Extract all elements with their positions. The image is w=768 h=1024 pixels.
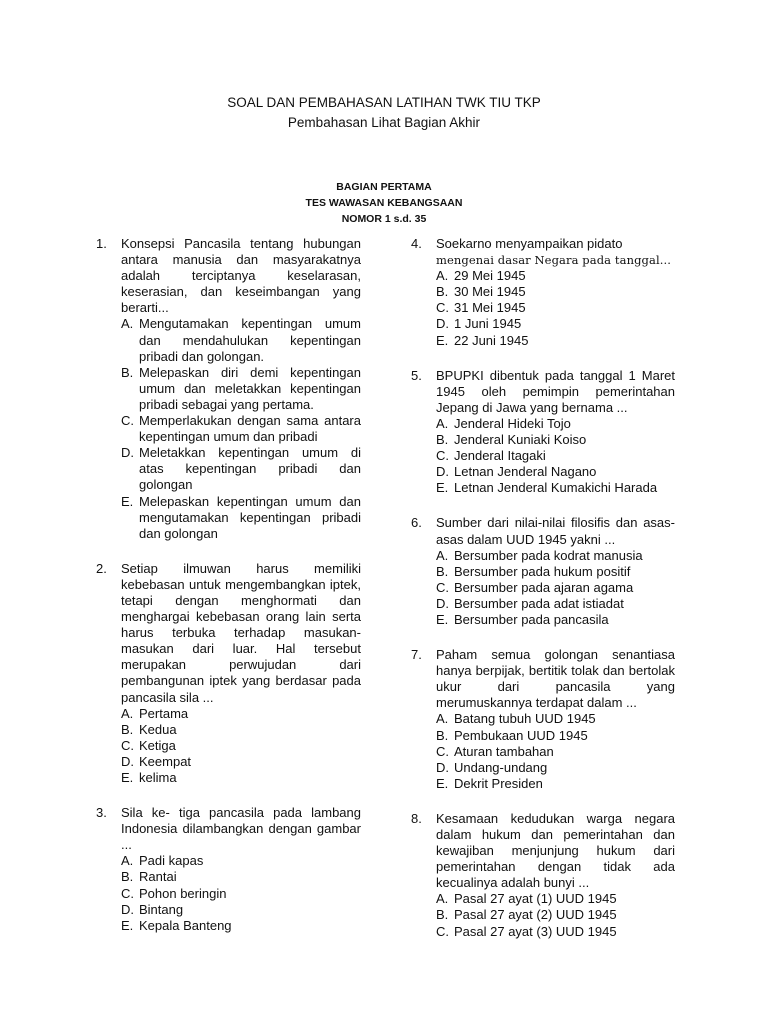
option-text: Mengutamakan kepentingan umum dan mendahulukan kepentingan pribadi dan golongan. [139,316,361,364]
option-text: Keempat [139,753,192,769]
option-text: Pasal 27 ayat (1) UUD 1945 [454,891,617,907]
option-text: Rantai [139,869,177,885]
option-text: Pasal 27 ayat (2) UUD 1945 [454,907,617,923]
option-letter: B. [121,869,134,885]
option-letter: D. [436,464,449,480]
option-text: kelima [139,770,177,785]
option-text: Melepaskan diri demi kepentingan umum dan meletakkan kepentingan pribadi sebagai yang pertama. [139,364,361,412]
answer-option [436,464,675,480]
option-text: 22 Juni 1945 [454,332,529,348]
answer-option [436,907,675,923]
option-text: Pasal 27 ayat (3) UUD 1945 [454,923,617,939]
question-item [411,647,675,792]
answer-option [121,413,361,445]
answer-options [121,706,361,786]
answer-option [121,494,361,542]
option-text: Pohon beringin [139,885,227,901]
answer-option [436,548,675,564]
answer-option [436,416,675,432]
option-letter: C. [121,413,134,429]
answer-option [436,480,675,496]
question-item [411,368,675,497]
option-letter: C. [436,743,449,759]
question-text: Setiap ilmuwan harus memiliki kebebasan untuk mengembangkan iptek, tetapi dengan menghormati dan menghargai kebebasan orang lain serta harus terbuka terhadap masukan-masukan dari luar. Hal tersebut merupakan perwujudan dari pembangunan iptek yang berdasar pada pancasila sila ... [121,560,361,705]
option-text: Pembukaan UUD 1945 [454,727,588,743]
option-letter: E. [121,917,134,933]
answer-option [436,432,675,448]
question-text: Sumber dari nilai-nilai filosifis dan asas-asas dalam UUD 1945 yakni ... [436,515,675,547]
answer-options [121,853,361,933]
option-text: Letnan Jenderal Kumakichi Harada [454,480,658,496]
question-text: Soekarno menyampaikan pidato [436,236,623,251]
answer-option [436,776,675,792]
question-column-right [411,236,675,959]
answer-option [121,365,361,413]
option-letter: A. [121,853,134,869]
option-letter: C. [121,885,134,901]
option-letter: B. [436,907,449,923]
option-text: 1 Juni 1945 [454,316,522,332]
option-letter: C. [436,923,449,939]
answer-option [436,711,675,727]
answer-options [436,416,675,496]
option-letter: C. [436,300,449,316]
option-text: Bersumber pada pancasila [454,611,609,627]
option-letter: D. [121,445,134,461]
option-letter: C. [121,737,134,753]
question-item [411,515,675,628]
option-letter: D. [436,316,449,332]
question-text: Konsepsi Pancasila tentang hubungan antara manusia dan masyarakatnya adalah terciptanya keselarasan, keserasian, dan keseimbangan yang berarti... [121,236,361,316]
answer-option [436,744,675,760]
option-letter: E. [436,332,449,348]
answer-options [436,891,675,939]
document-subtitle: Pembahasan Lihat Bagian Akhir [287,115,481,130]
answer-option [121,316,361,364]
option-text: Padi kapas [139,853,204,869]
option-text: Undang-undang [454,759,548,775]
option-letter: A. [436,415,449,431]
option-letter: A. [436,891,449,907]
option-letter: A. [121,705,134,721]
question-number: 1. [96,236,107,251]
section-subheading: TES WAWASAN KEBANGSAAN [305,197,463,209]
answer-option [436,891,675,907]
option-letter: E. [121,770,134,785]
section-range: NOMOR 1 s.d. 35 [341,213,427,225]
option-letter: E. [436,611,449,627]
question-text: Paham semua golongan senantiasa hanya berpijak, bertitik tolak dan bertolak ukur dari pancasila yang merumuskannya terdapat dalam ... [436,647,675,711]
answer-option [121,869,361,885]
question-number: 2. [96,560,107,576]
option-letter: D. [121,753,134,769]
option-letter: B. [436,727,449,743]
answer-options [121,316,361,541]
option-text: Melepaskan kepentingan umum dan mengutamakan kepentingan pribadi dan golongan [139,493,361,541]
document-title: SOAL DAN PEMBAHASAN LATIHAN TWK TIU TKP [227,95,541,110]
option-text: Meletakkan kepentingan umum di atas kepentingan pribadi dan golongan [139,445,361,493]
option-text: 31 Mei 1945 [454,300,526,316]
option-text: Jenderal Kuniaki Koiso [454,432,587,448]
answer-option [436,564,675,580]
option-letter: E. [436,775,449,791]
question-item [96,805,361,934]
question-item [96,236,361,542]
answer-option [121,853,361,869]
question-item [411,811,675,940]
option-text: Dekrit Presiden [454,775,543,791]
question-item [96,561,361,786]
option-text: Memperlakukan dengan sama antara kepentingan umum dan pribadi [139,413,361,445]
option-text: Bersumber pada kodrat manusia [454,547,643,563]
option-letter: A. [436,268,449,284]
option-text: Batang tubuh UUD 1945 [454,711,596,727]
question-number: 8. [411,810,422,826]
question-number: 6. [411,515,422,531]
answer-option [436,284,675,300]
answer-option [436,580,675,596]
option-letter: D. [436,595,449,611]
option-letter: A. [436,711,449,727]
answer-option [121,886,361,902]
answer-option [121,902,361,918]
option-text: Kepala Banteng [139,917,232,933]
answer-options [436,711,675,791]
question-text: BPUPKI dibentuk pada tanggal 1 Maret 1945 oleh pemimpin pemerintahan Jepang di Jawa yang bernama ... [436,367,675,415]
option-text: 29 Mei 1945 [454,268,526,284]
answer-option [436,924,675,940]
option-letter: A. [121,316,134,332]
option-letter: B. [436,284,449,300]
answer-option [121,722,361,738]
option-letter: B. [121,721,134,737]
answer-option [121,706,361,722]
answer-option [436,728,675,744]
question-text: Sila ke- tiga pancasila pada lambang Indonesia dilambangkan dengan gambar ... [121,805,361,853]
option-letter: B. [436,563,449,579]
answer-option [121,754,361,770]
option-text: Kedua [139,721,177,737]
answer-option [436,333,675,349]
option-text: Bintang [139,901,184,917]
question-item [411,236,675,349]
answer-option [436,612,675,628]
answer-option [121,918,361,934]
answer-option [436,316,675,332]
question-text: Kesamaan kedudukan warga negara dalam hukum dan pemerintahan dan kewajiban menjunjung hukum dari pemerintahan dengan tidak ada kecualinya adalah bunyi ... [436,810,675,891]
option-text: Aturan tambahan [454,743,554,759]
answer-option [436,268,675,284]
option-letter: A. [436,547,449,563]
option-letter: B. [121,364,134,380]
option-text: Jenderal Hideki Tojo [454,415,571,431]
option-text: Ketiga [139,737,176,753]
answer-options [436,548,675,628]
question-number: 4. [411,236,422,251]
option-letter: D. [121,901,134,917]
option-text: Letnan Jenderal Nagano [454,464,597,480]
question-number: 5. [411,367,422,383]
question-number: 3. [96,805,107,821]
answer-option [436,448,675,464]
option-letter: E. [436,480,449,496]
question-number: 7. [411,647,422,663]
answer-option [121,738,361,754]
option-letter: B. [436,432,449,448]
question-text-continued: mengenai dasar Negara pada tanggal... [436,253,672,268]
section-heading: BAGIAN PERTAMA [336,181,432,193]
option-letter: D. [436,759,449,775]
option-text: Jenderal Itagaki [454,448,546,464]
option-letter: E. [121,493,134,509]
answer-option [121,445,361,493]
option-letter: C. [436,579,449,595]
option-text: Bersumber pada ajaran agama [454,579,634,595]
answer-option [436,760,675,776]
answer-option [121,770,361,786]
option-text: Bersumber pada hukum positif [454,563,631,579]
option-letter: C. [436,448,449,464]
option-text: Pertama [139,705,189,721]
option-text: Bersumber pada adat istiadat [454,595,624,611]
answer-option [436,596,675,612]
answer-option [436,300,675,316]
answer-options [436,268,675,348]
option-text: 30 Mei 1945 [454,284,526,300]
question-column-left [96,236,361,953]
